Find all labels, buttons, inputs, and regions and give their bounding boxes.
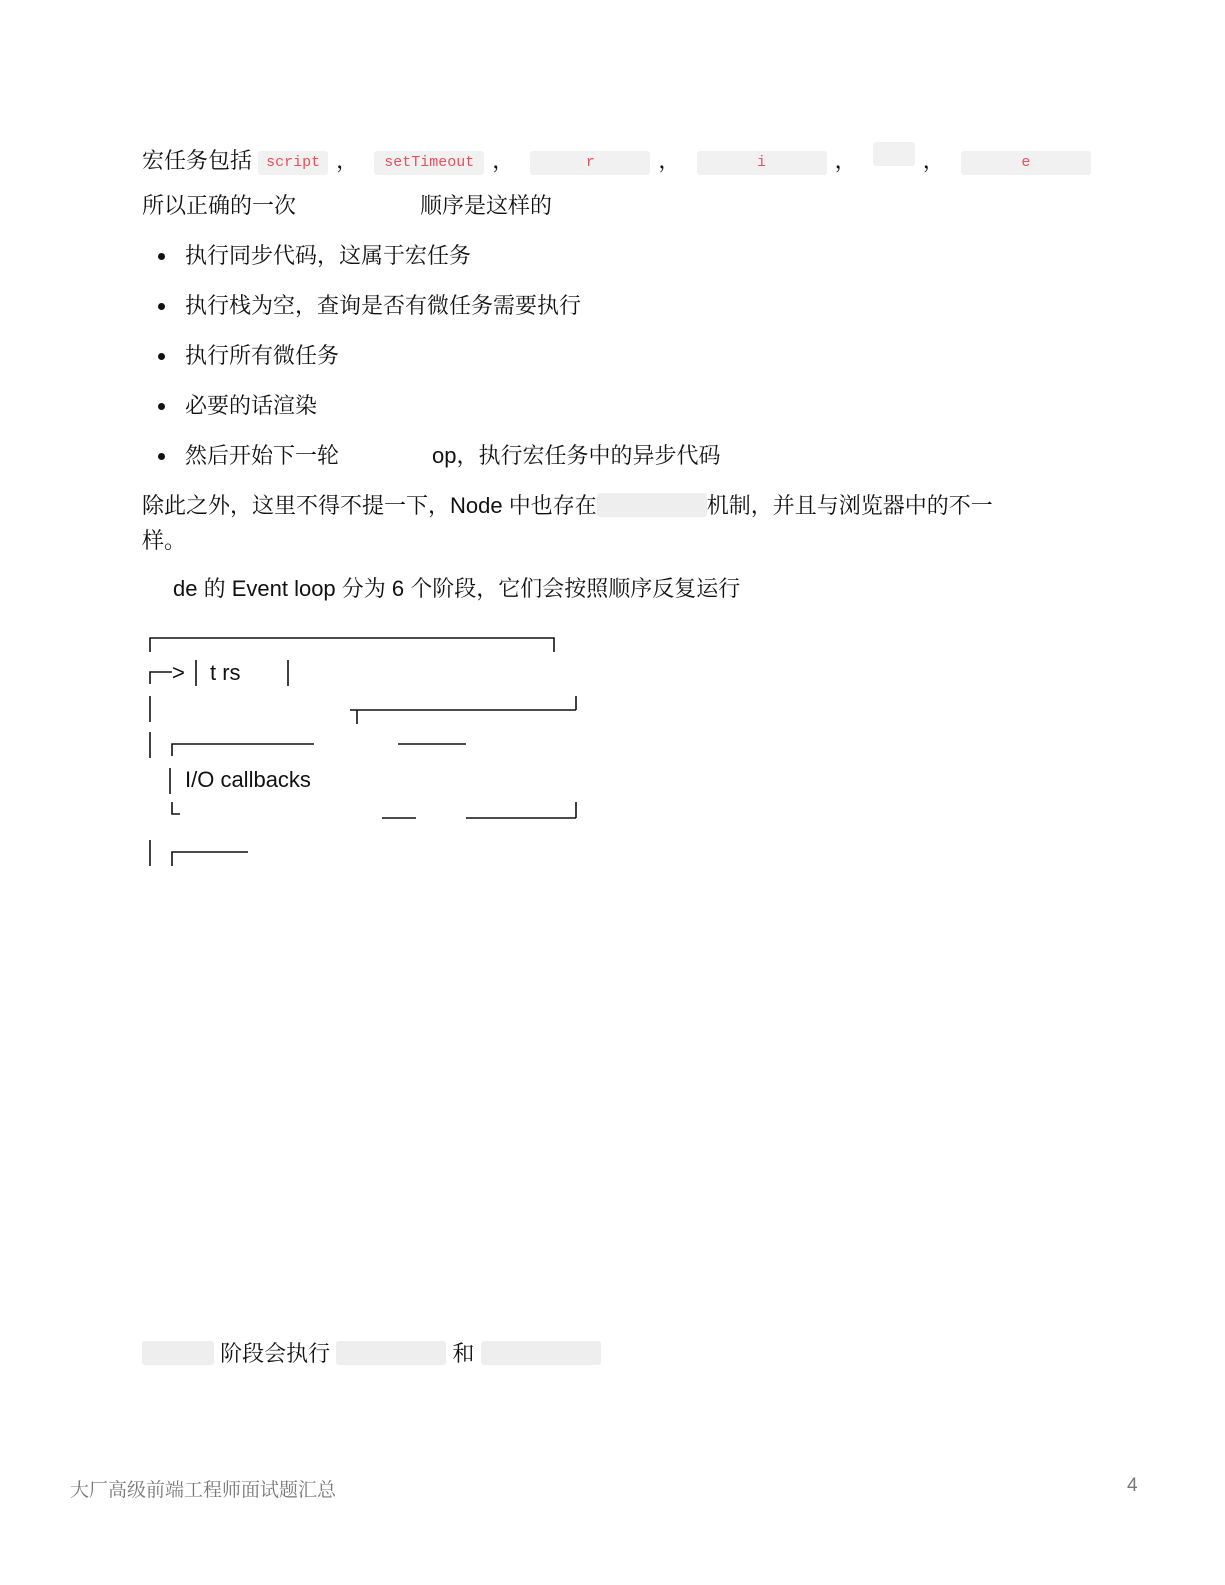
code-event-loop — [597, 493, 707, 517]
comma-separator: ， — [336, 148, 359, 173]
list-item: 然后开始下一轮 op，执行宏任务中的异步代码 — [142, 438, 721, 488]
page-number: 4 — [1127, 1475, 1138, 1496]
phase-line — [142, 1336, 601, 1372]
node-phases-line — [173, 571, 740, 607]
node-prefix: 除此之外，这里不得不提一下，Node 中也存在 — [142, 493, 597, 518]
comma-separator: ， — [658, 148, 681, 173]
timers-label: t rs — [210, 660, 241, 685]
code-settimeout: setTimeout — [374, 151, 484, 175]
event-loop-diagram — [142, 628, 602, 868]
io-callbacks-label: I/O callbacks — [185, 767, 311, 792]
node-paragraph-line1 — [142, 488, 993, 524]
macro-tasks-prefix: 宏任务包括 — [142, 148, 253, 173]
code-phase-name — [142, 1341, 214, 1365]
bullet-icon — [158, 403, 165, 410]
phase-and-text: 和 — [452, 1341, 475, 1366]
macro-tasks-line — [142, 142, 1091, 179]
phase-mid-text: 阶段会执行 — [220, 1341, 331, 1366]
order-prefix: 所以正确的一次 — [142, 193, 297, 218]
order-line — [142, 188, 552, 224]
code-phase-a — [336, 1341, 446, 1365]
step5-tail: op，执行宏任务中的异步代码 — [432, 443, 721, 468]
bullet-icon — [158, 353, 165, 360]
list-item: 执行栈为空，查询是否有微任务需要执行 — [142, 288, 721, 338]
node-paragraph-line2 — [142, 523, 186, 559]
bullet-icon — [158, 303, 165, 310]
comma-separator: ， — [922, 148, 945, 173]
list-item: 必要的话渲染 — [142, 388, 721, 438]
footer-title: 大厂高级前端工程师面试题汇总 — [70, 1480, 337, 1501]
node-suffix: 机制，并且与浏览器中的不一 — [706, 493, 993, 518]
steps-list — [142, 238, 721, 488]
code-setimmediate: i — [697, 151, 827, 175]
bullet-icon — [158, 253, 165, 260]
comma-separator: ， — [834, 148, 857, 173]
code-script: script — [258, 151, 328, 175]
list-item: 执行同步代码，这属于宏任务 — [142, 238, 721, 288]
node-phases-text: de 的 Event loop 分为 6 个阶段，它们会按照顺序反复运行 — [173, 576, 741, 601]
comma-separator: ， — [492, 148, 515, 173]
code-setinterval: r — [530, 151, 650, 175]
event-loop-diagram-svg — [142, 628, 602, 868]
diagram-arrow: > — [172, 660, 185, 685]
bullet-icon — [158, 453, 165, 460]
order-suffix: 顺序是这样的 — [420, 193, 553, 218]
code-ui-rendering: e — [961, 151, 1091, 175]
list-item: 执行所有微任务 — [142, 338, 721, 388]
code-phase-b — [481, 1341, 601, 1365]
code-io — [873, 142, 915, 166]
node-wrap: 样。 — [142, 528, 187, 553]
